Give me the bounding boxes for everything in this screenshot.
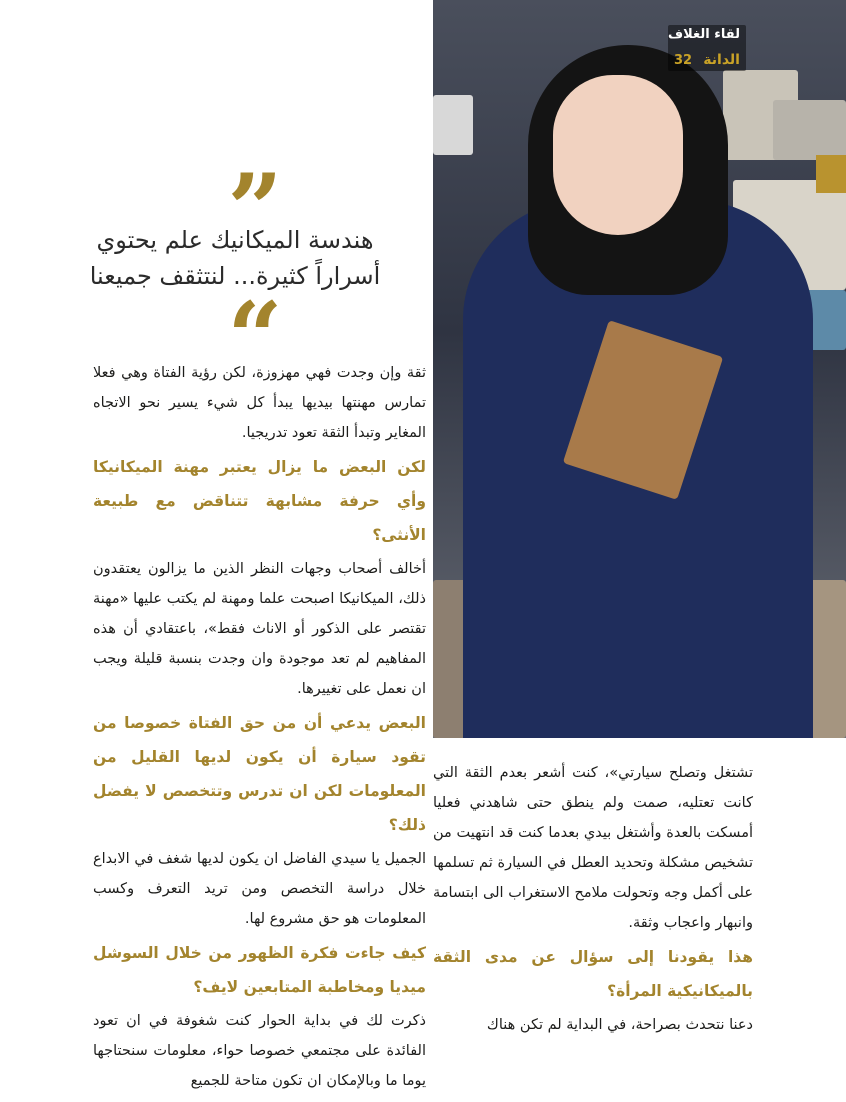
magazine-header-badge <box>668 25 746 71</box>
body-paragraph: دعنا نتحدث بصراحة، في البداية لم تكن هناك <box>486 1017 753 1033</box>
interview-question: لكن البعض ما يزال يعتبر مهنة الميكانيكا وأي حرفة مشابهة تتناقض مع طبيعة الأنثى؟ <box>93 458 426 544</box>
magazine-logo: الدانة <box>703 52 740 68</box>
interview-question: هذا يقودنا إلى سؤال عن مدى الثقة بالميكانيكية المرأة؟ <box>433 948 753 1000</box>
pull-quote-line-1: هندسة الميكانيك علم يحتوي <box>96 226 374 254</box>
pull-quote-line-2: أسراراً كثيرة... لنتثقف جميعنا <box>89 262 381 290</box>
body-paragraph: ثقة وإن وجدت فهي مهزوزة، لكن رؤية الفتاة وهي فعلا تمارس مهنتها بيديها يبدأ كل شيء يسير نحو الاتجاه المغاير وتبدأ الثقة تعود تدريجيا. <box>93 365 426 441</box>
interview-question: البعض يدعي أن من حق الفتاة خصوصا من تقود سيارة أن يكون لديها القليل من المعلومات لكن ان تدرس وتتخصص لا يفضل ذلك؟ <box>93 714 426 834</box>
body-paragraph: الجميل يا سيدي الفاضل ان يكون لديها شغف في الابداع خلال دراسة التخصص ومن تريد التعرف وكسب المعلومات هو حق مشروع لها. <box>93 851 426 927</box>
opening-quote-icon: “ <box>227 281 283 394</box>
article-column-left <box>93 358 426 1096</box>
wall-sign <box>773 100 846 160</box>
section-title: لقاء الغلاف <box>668 27 740 42</box>
face <box>553 75 683 235</box>
body-paragraph: تشتغل وتصلح سيارتي»، كنت أشعر بعدم الثقة التي كانت تعتليه، صمت ولم ينطق حتى شاهدني فعليا أمسكت بالعدة وأشتغل بيدي بعدما كنت قد انتهيت من تشخيص مشكلة وتحديد العطل في السيارة ثم تسلمها على أكمل وجه وتحولت ملامح الاستغراب الى ابتسامة وانبهار واعجاب وثقة. <box>433 765 753 931</box>
interview-question: كيف جاءت فكرة الظهور من خلال السوشل ميديا ومخاطبة المتابعين لايف؟ <box>93 944 426 996</box>
page-number: 32 <box>674 53 693 68</box>
body-paragraph: أخالف أصحاب وجهات النظر الذين ما يزالون يعتقدون ذلك، الميكانيكا اصبحت علما ومهنة لم يكتب عليها «مهنة تقتصر على الذكور أو الاناث فقط»، باعتقادي أن هذه المفاهيم لم تعد موجودة وان وجدت بنسبة قليلة ويجب ان نعمل على تغييرها. <box>93 561 426 697</box>
cover-photo <box>433 0 846 738</box>
closing-quote-icon: ” <box>227 153 283 266</box>
body-paragraph: ذكرت لك في بداية الحوار كنت شغوفة في ان تعود الفائدة على مجتمعي خصوصا حواء، معلومات سنحتاجها يوما ما وبالإمكان ان تكون متاحة للجميع <box>93 1013 426 1089</box>
gold-edge-tab <box>816 155 846 193</box>
wall-sign <box>433 95 473 155</box>
article-column-right <box>433 758 753 1040</box>
